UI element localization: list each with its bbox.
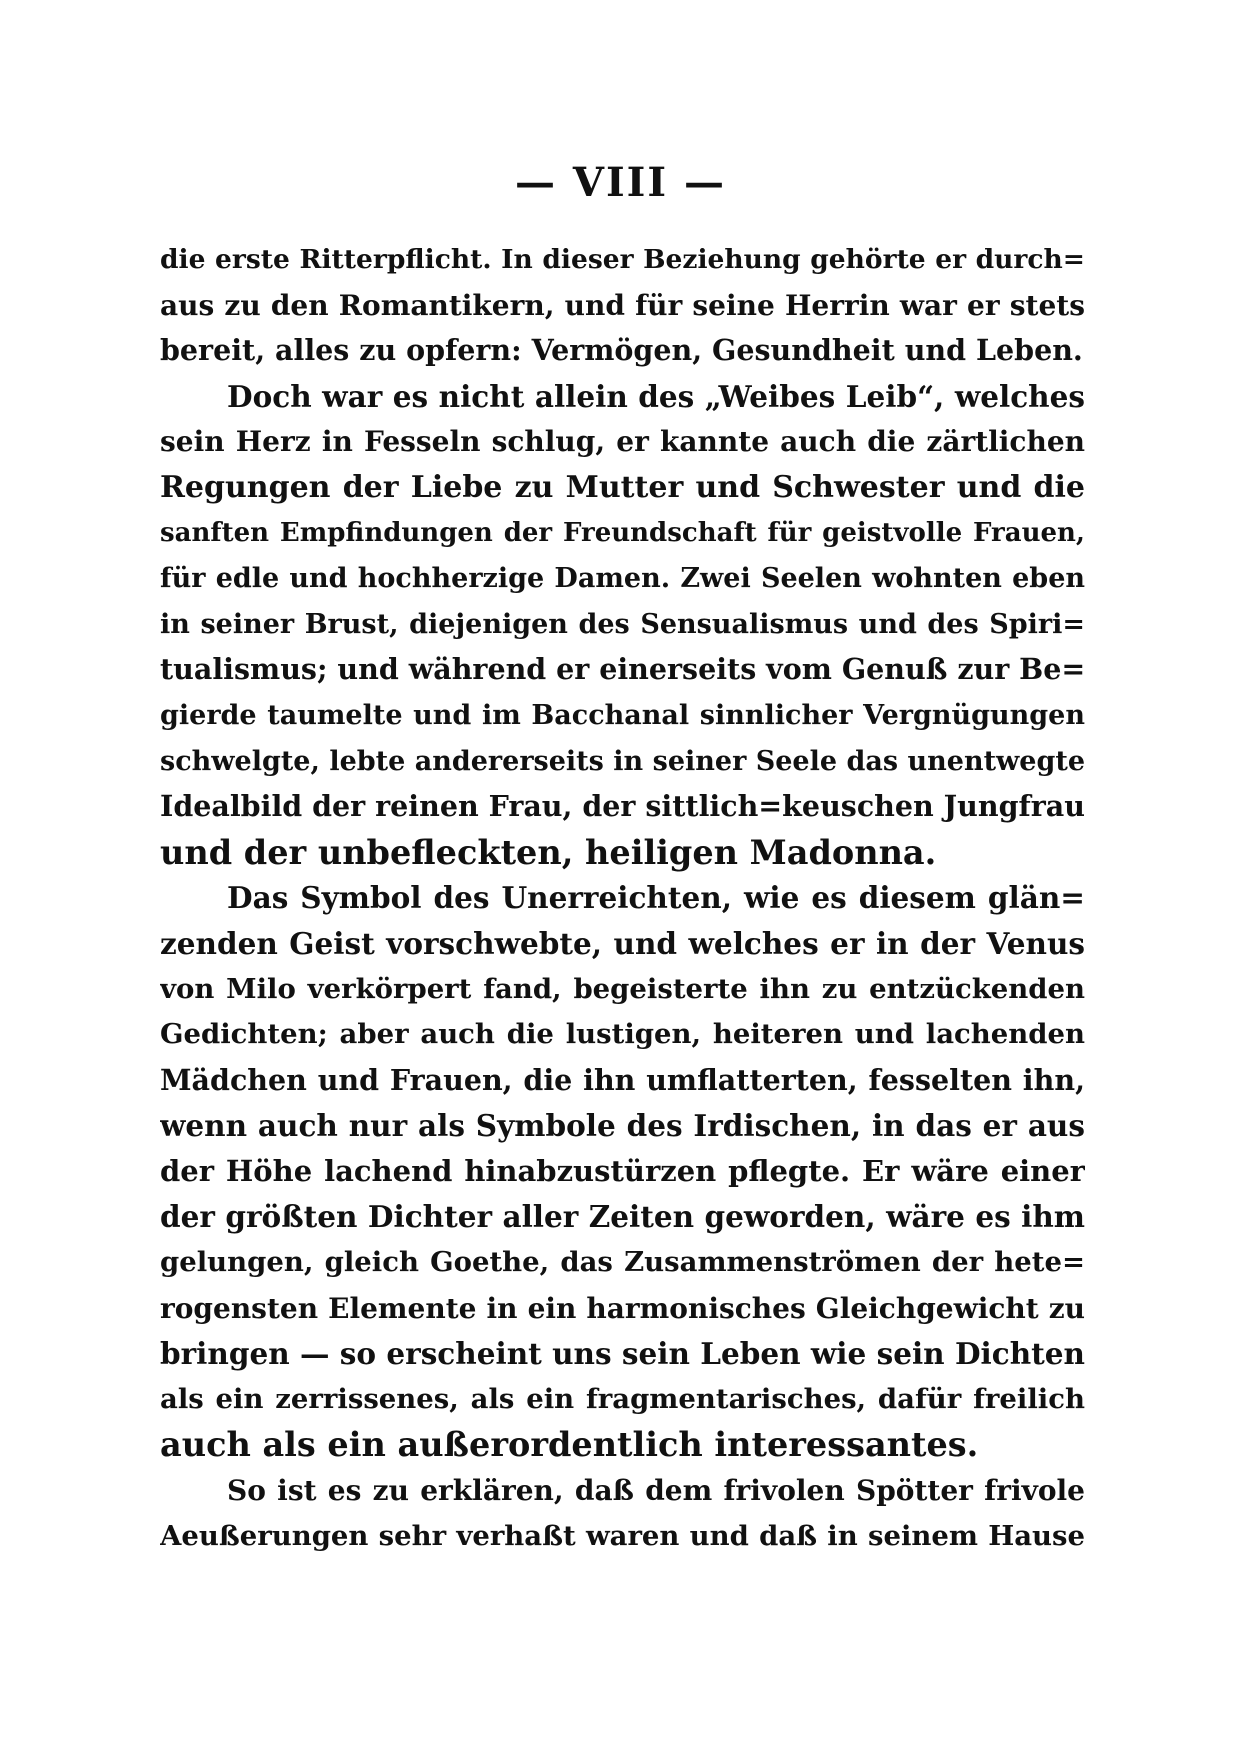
text-line: schwelgte, lebte andererseits in seiner Seele das unentwegte — [160, 745, 1085, 777]
text-line: Aeußerungen sehr verhaßt waren und daß in seinem Hause — [160, 1519, 1085, 1552]
text-line: gierde taumelte und im Bacchanal sinnlicher Vergnügungen — [160, 699, 1085, 731]
text-line: tualismus; und während er einerseits vom Genuß zur Be= — [160, 652, 1085, 687]
text-line: auch als ein außerordentlich interessantes. — [160, 1425, 979, 1465]
text-line: bringen — so erscheint uns sein Leben wie sein Dichten — [160, 1336, 1085, 1372]
text-line: der Höhe lachend hinabzustürzen pflegte. Er wäre einer — [160, 1153, 1085, 1188]
text-line: zenden Geist vorschwebte, und welches er in der Venus — [160, 925, 1085, 961]
text-line: bereit, alles zu opfern: Vermögen, Gesundheit und Leben. — [160, 333, 1083, 368]
text-line: für edle und hochherzige Damen. Zwei Seelen wohnten eben — [160, 563, 1085, 595]
text-line: Mädchen und Frauen, die ihn umflatterten, fesselten ihn, — [160, 1062, 1085, 1097]
page-number: — VIII — — [514, 159, 727, 206]
text-line: Das Symbol des Unerreichten, wie es diesem glän= — [227, 880, 1085, 916]
text-line: die erste Ritterpflicht. In dieser Beziehung gehörte er durch= — [160, 244, 1085, 275]
text-line: von Milo verkörpert fand, begeisterte ihn zu entzückenden — [160, 972, 1085, 1005]
text-line: Idealbild der reinen Frau, der sittlich=keuschen Jungfrau — [160, 789, 1085, 824]
text-line: sanften Empfindungen der Freundschaft für geistvolle Frauen, — [160, 517, 1085, 548]
text-line: der größten Dichter aller Zeiten geworden, wäre es ihm — [160, 1199, 1085, 1235]
text-line: sein Herz in Fesseln schlug, er kannte auch die zärtlichen — [160, 425, 1085, 459]
text-line: aus zu den Romantikern, und für seine Herrin war er stets — [160, 288, 1085, 322]
text-line: rogensten Elemente in ein harmonisches Gleichgewicht zu — [160, 1291, 1085, 1325]
text-line: und der unbefleckten, heiligen Madonna. — [160, 832, 937, 872]
text-line: gelungen, gleich Goethe, das Zusammenströmen der hete= — [160, 1246, 1085, 1279]
text-line: Gedichten; aber auch die lustigen, heiteren und lachenden — [160, 1018, 1085, 1051]
text-line: Doch war es nicht allein des „Weibes Leib“, welches — [227, 378, 1085, 414]
body-text — [160, 237, 1085, 1559]
text-line: Regungen der Liebe zu Mutter und Schwester und die — [160, 469, 1085, 505]
text-line: in seiner Brust, diejenigen des Sensualismus und des Spiri= — [160, 608, 1085, 640]
text-line: als ein zerrissenes, als ein fragmentarisches, dafür freilich — [160, 1382, 1085, 1415]
text-line: So ist es zu erklären, daß dem frivolen Spötter frivole — [227, 1474, 1085, 1508]
text-line: wenn auch nur als Symbole des Irdischen, in das er aus — [160, 1108, 1085, 1144]
